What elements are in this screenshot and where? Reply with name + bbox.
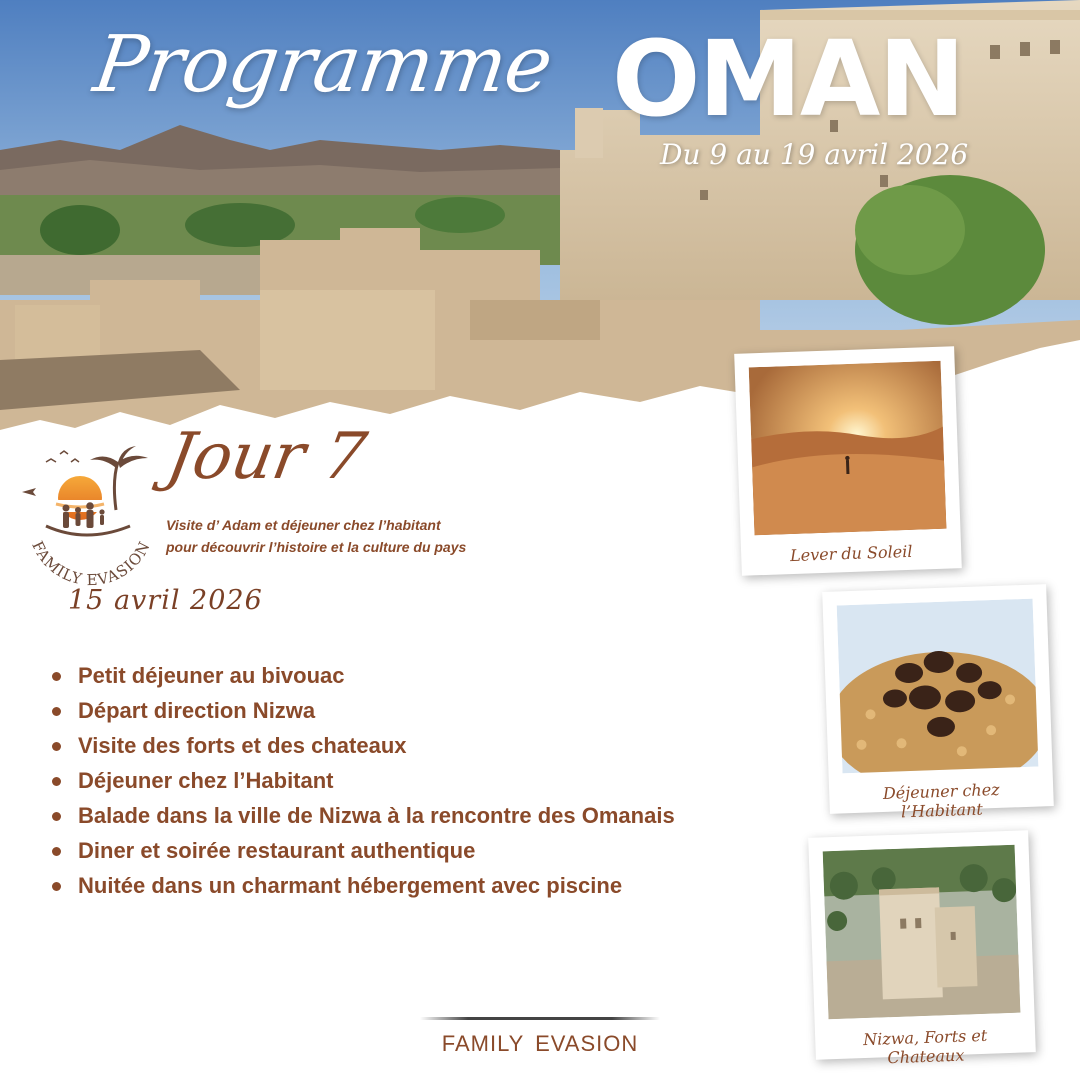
family-evasion-logo [16, 440, 166, 590]
photo-caption: Déjeuner chez l’Habitant [882, 779, 1000, 822]
itinerary-item: Nuitée dans un charmant hébergement avec piscine [48, 868, 756, 903]
logo-brand-text: FAMILY EVASION [28, 537, 154, 590]
nizwa-fort-photo [823, 845, 1021, 1020]
polaroid-sunrise [734, 346, 962, 576]
itinerary-item: Départ direction Nizwa [48, 693, 756, 728]
photo-caption: Nizwa, Forts et Chateaux [862, 1025, 988, 1068]
day-subtitle-line-2: pour découvrir l’histoire et la culture du pays [166, 539, 467, 555]
footer-divider [420, 1017, 660, 1020]
polaroid-nizwa-fort [808, 830, 1036, 1068]
photo-caption: Lever du Soleil [789, 541, 913, 566]
footer-brand: FAMILY EVASION [441, 1031, 639, 1056]
itinerary-item: Petit déjeuner au bivouac [48, 658, 756, 693]
itinerary-item: Balade dans la ville de Nizwa à la rencontre des Omanais [48, 798, 756, 833]
day-subtitle [150, 514, 570, 558]
trip-dates: Du 9 au 19 avril 2026 [660, 138, 969, 171]
day-subtitle-line-1: Visite d’ Adam et déjeuner chez l’habitant [166, 517, 441, 533]
day-date: 15 avril 2026 [68, 585, 263, 616]
day-title: Jour 7 [161, 420, 372, 494]
itinerary-list [48, 658, 756, 903]
itinerary-item: Déjeuner chez l’Habitant [48, 763, 756, 798]
logo-sunset-icon [16, 440, 166, 590]
programme-title: Programme [88, 20, 557, 110]
polaroid-meal [822, 584, 1054, 822]
sunrise-desert-photo [749, 361, 947, 536]
omani-meal-photo [837, 599, 1039, 774]
itinerary-item: Visite des forts et des chateaux [48, 728, 756, 763]
itinerary-item: Diner et soirée restaurant authentique [48, 833, 756, 868]
country-title: OMAN [612, 18, 964, 140]
